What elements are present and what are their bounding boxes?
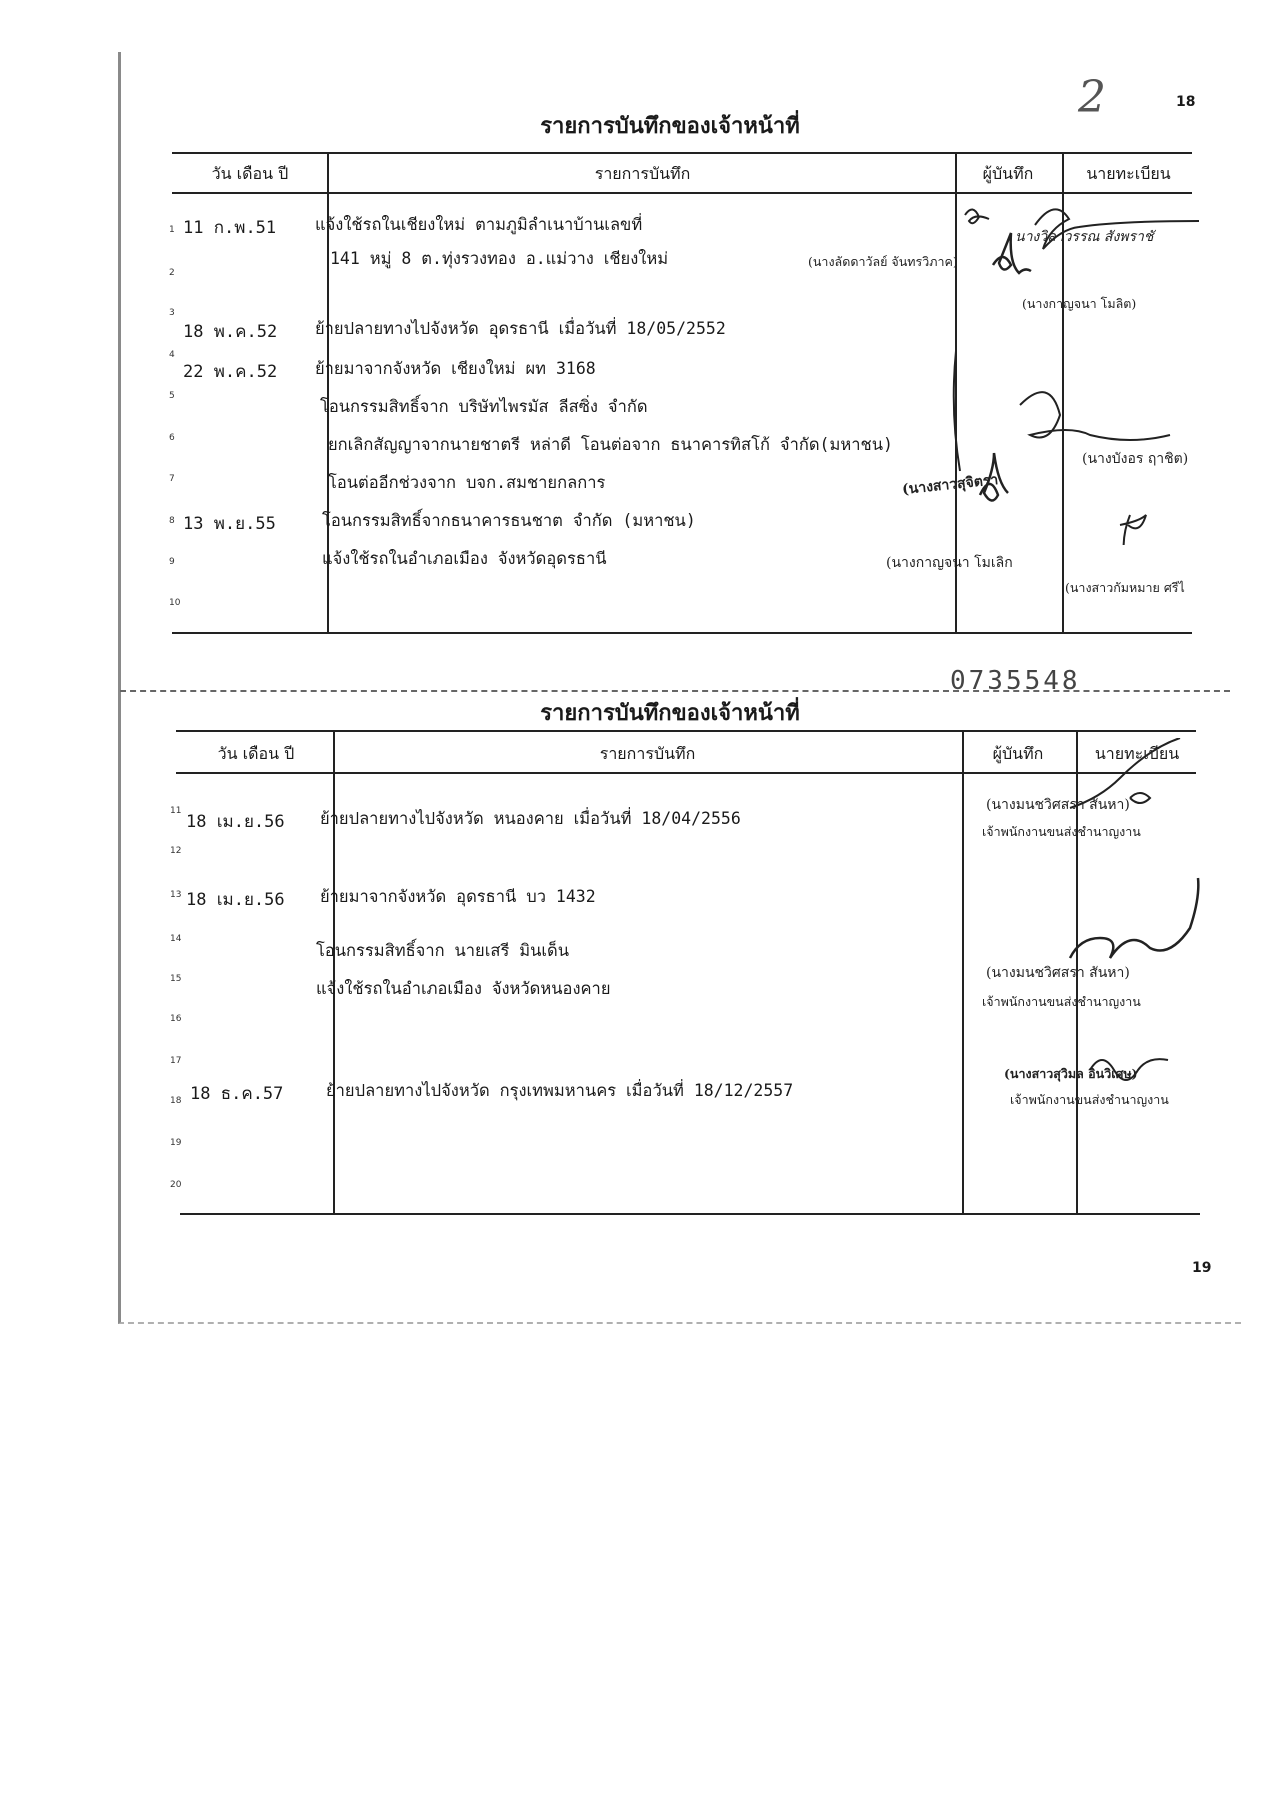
signature-title: เจ้าพนักงานขนส่งชำนาญงาน — [982, 824, 1141, 839]
section2-col-divider-1 — [333, 730, 335, 1213]
signature-name: (นางสาวสุจิตรา — [901, 472, 999, 498]
handwritten-signature — [1050, 868, 1230, 988]
row-number: 6 — [169, 433, 175, 443]
entry-line: แจ้งใช้รถในอำเภอเมือง จังหวัดอุดรธานี — [322, 549, 607, 568]
signature-title: เจ้าพนักงานขนส่งชำนาญงาน — [982, 994, 1141, 1009]
handwritten-signature — [955, 195, 1205, 315]
signature-name: (นางมนชวิศสรา สันหา) — [986, 965, 1130, 981]
row-number: 11 — [170, 806, 182, 816]
section1-header-recorder: ผู้บันทึก — [982, 164, 1034, 183]
entry-date: 18 ธ.ค.57 — [190, 1084, 284, 1104]
section1-header-registrar: นายทะเบียน — [1086, 164, 1171, 183]
row-number: 17 — [170, 1056, 182, 1066]
signature-name: (นางมนชวิศสรา สันหา) — [986, 797, 1130, 813]
row-number: 2 — [169, 268, 175, 278]
entry-line: 141 หมู่ 8 ต.ทุ่งรวงทอง อ.แม่วาง เชียงใหม่ — [330, 249, 669, 268]
section2-header-recorder: ผู้บันทึก — [992, 744, 1044, 763]
entry-line: โอนกรรมสิทธิ์จาก นายเสรี มินเด็น — [316, 941, 570, 960]
signature-name: (นางสาวสุวิมล อินวิเศษ) — [1004, 1066, 1138, 1081]
signature-name: (นางบังอร ฤาชิต) — [1082, 451, 1189, 467]
handwritten-signature — [1060, 738, 1220, 848]
handwritten-signature — [940, 345, 1210, 545]
entry-line: แจ้งใช้รถในอำเภอเมือง จังหวัดหนองคาย — [316, 979, 611, 998]
entry-line: โอนกรรมสิทธิ์จากธนาคารธนชาต จำกัด (มหาชน) — [322, 511, 696, 530]
signature-title: เจ้าพนักงานขนส่งชำนาญงาน — [1010, 1092, 1169, 1107]
serial-stamp: 0735548 — [950, 666, 1081, 696]
section2-header-entry: รายการบันทึก — [599, 744, 696, 763]
signature-name: นางวิลาวรรณ สังพราชั — [1015, 229, 1154, 245]
page-number-bottom: 19 — [1192, 1260, 1212, 1276]
row-number: 19 — [170, 1138, 182, 1148]
row-number: 9 — [169, 557, 175, 567]
row-number: 18 — [170, 1096, 182, 1106]
section1-bottom-rule — [172, 632, 1192, 634]
entry-line: แจ้งใช้รถในเชียงใหม่ ตามภูมิลำเนาบ้านเลขที่ — [315, 215, 643, 234]
row-number: 20 — [170, 1180, 182, 1190]
section1-header-entry: รายการบันทึก — [594, 164, 691, 183]
section2-header-date: วัน เดือน ปี — [217, 744, 295, 763]
row-number: 14 — [170, 934, 182, 944]
page-number-top: 18 — [1176, 94, 1196, 110]
section1-title: รายการบันทึกของเจ้าหน้าที่ — [540, 113, 800, 139]
row-number: 10 — [169, 598, 181, 608]
row-number: 1 — [169, 225, 175, 235]
row-number: 13 — [170, 890, 182, 900]
row-number: 12 — [170, 846, 182, 856]
handwritten-page-number: 2 — [1078, 72, 1106, 123]
entry-date: 22 พ.ค.52 — [183, 362, 278, 382]
row-number: 7 — [169, 474, 175, 484]
entry-date: 18 พ.ค.52 — [183, 322, 278, 342]
handwritten-signature — [1080, 1040, 1190, 1100]
row-number: 16 — [170, 1014, 182, 1024]
row-number: 8 — [169, 516, 175, 526]
entry-date: 18 เม.ย.56 — [186, 812, 285, 832]
entry-line: ย้ายปลายทางไปจังหวัด กรุงเทพมหานคร เมื่อวันที่ 18/12/2557 — [326, 1081, 794, 1100]
entry-line: โอนต่ออีกช่วงจาก บจก.สมชายกลการ — [328, 473, 606, 492]
row-number: 5 — [169, 391, 175, 401]
entry-line: ย้ายมาจากจังหวัด อุดรธานี บว 1432 — [320, 887, 596, 906]
entry-line: โอนกรรมสิทธิ์จาก บริษัทไพรมัส ลีสซิ่ง จำกัด — [320, 397, 648, 416]
row-number: 4 — [169, 350, 175, 360]
entry-line: ย้ายปลายทางไปจังหวัด อุดรธานี เมื่อวันที่ 18/05/2552 — [315, 319, 726, 338]
entry-line: ย้ายมาจากจังหวัด เชียงใหม่ ผท 3168 — [315, 359, 596, 378]
section1-header-date: วัน เดือน ปี — [211, 164, 289, 183]
section2-top-rule — [176, 730, 1196, 732]
section2-col-divider-2 — [962, 730, 964, 1213]
entry-date: 11 ก.พ.51 — [183, 218, 277, 238]
signature-name: (นางลัดดาวัลย์ จันทรวิภาค) — [808, 254, 958, 269]
signature-name: (นางสาวกัมหมาย ศรีไ — [1065, 580, 1185, 595]
entry-date: 13 พ.ย.55 — [183, 514, 276, 534]
row-number: 3 — [169, 308, 175, 318]
signature-name: (นางกาญจนา โมลิต) — [1022, 296, 1137, 311]
section2-header-rule — [176, 772, 1196, 774]
row-number: 15 — [170, 974, 182, 984]
section2-title: รายการบันทึกของเจ้าหน้าที่ — [540, 700, 800, 726]
entry-line: ยกเลิกสัญญาจากนายชาตรี หล่าดี โอนต่อจาก ธนาคารทิสโก้ จำกัด(มหาชน) — [328, 435, 893, 454]
entry-date: 18 เม.ย.56 — [186, 890, 285, 910]
section2-bottom-rule — [180, 1213, 1200, 1215]
signature-name: (นางกาญจนา โมเลิก — [886, 555, 1013, 571]
section1-top-rule — [172, 152, 1192, 154]
entry-line: ย้ายปลายทางไปจังหวัด หนองคาย เมื่อวันที่ 18/04/2556 — [320, 809, 741, 828]
section2-header-registrar: นายทะเบียน — [1094, 744, 1180, 763]
section1-header-rule — [172, 192, 1192, 194]
